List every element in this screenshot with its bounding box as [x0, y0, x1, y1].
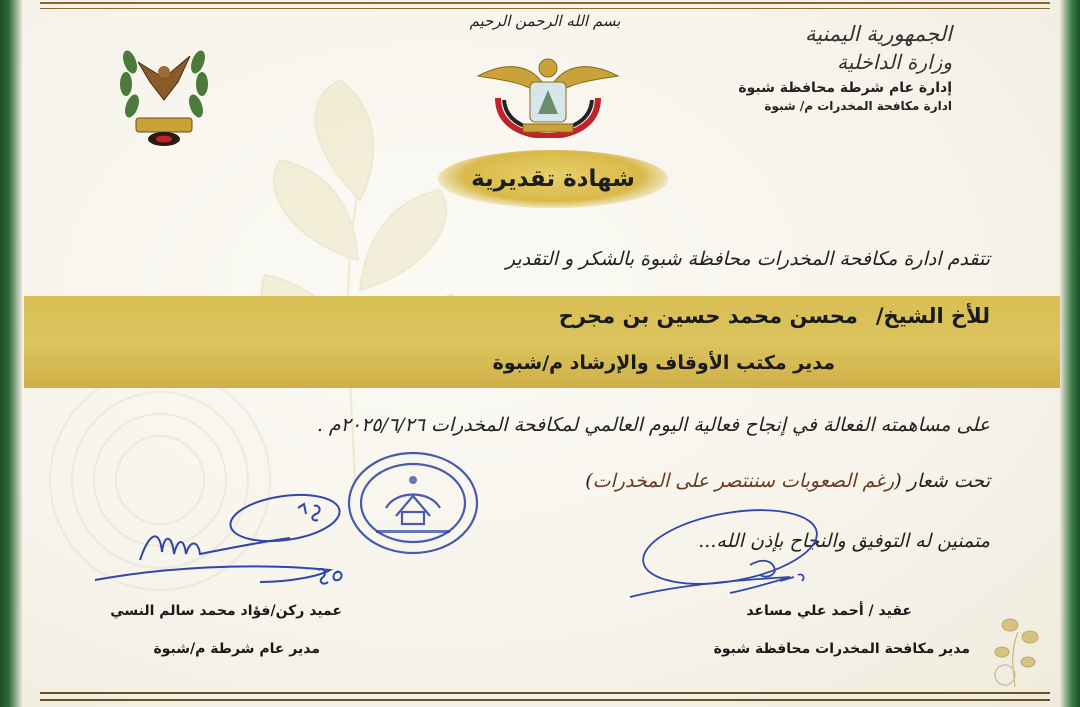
issuer-header [738, 22, 952, 113]
certificate-title-badge [438, 150, 668, 208]
intro-line: تتقدم ادارة مكافحة المخدرات محافظة شبوة بالشكر و التقدير [505, 248, 990, 270]
recipient-position: مدير مكتب الأوقاف والإرشاد م/شبوة [492, 352, 835, 374]
slogan-prefix: تحت شعار ( [894, 470, 990, 492]
slogan-line [585, 470, 990, 492]
left-signatory-role: مدير عام شرطة م/شبوة [153, 641, 320, 657]
recipient-prefix: للأخ الشيخ/ [875, 304, 990, 328]
recipient-line [559, 304, 990, 328]
slogan-text: رغم الصعوبات سننتصر على المخدرات [592, 470, 895, 492]
contribution-line: على مساهمته الفعالة في إنجاح فعالية اليوم العالمي لمكافحة المخدرات ٢٠٢٥/٦/٢٦م . [316, 414, 990, 436]
yemen-eagle-emblem-icon [468, 38, 628, 138]
ministry-name: وزارة الداخلية [837, 50, 952, 74]
police-eagle-logo-icon [118, 22, 210, 150]
right-frame-border [1060, 0, 1080, 707]
bottom-border-rule [40, 692, 1050, 701]
top-border-rule [40, 2, 1050, 9]
drug-control-administration: ادارة مكافحة المخدرات م/ شبوة [764, 99, 952, 113]
wishes-line: متمنين له التوفيق والنجاح بإذن الله... [698, 530, 990, 552]
right-signature-icon [620, 505, 830, 605]
right-signatory-role: مدير مكافحة المخدرات محافظة شبوة [713, 641, 970, 657]
left-signature-icon [90, 490, 380, 600]
corner-floral-ornament [980, 607, 1050, 687]
police-administration: إدارة عام شرطة محافظة شبوة [738, 80, 952, 96]
bismillah-text: بسم الله الرحمن الرحيم [469, 12, 621, 30]
recipient-name: محسن محمد حسين بن مجرح [558, 304, 858, 328]
republic-name: الجمهورية اليمنية [804, 22, 952, 46]
certificate-title: شهادة تقديرية [471, 166, 635, 192]
right-signatory-name: عقيد / أحمد علي مساعد [746, 603, 912, 619]
left-signatory-name: عميد ركن/فؤاد محمد سالم النسي [110, 603, 342, 619]
slogan-suffix: ) [585, 470, 593, 492]
left-frame-border [0, 0, 22, 707]
